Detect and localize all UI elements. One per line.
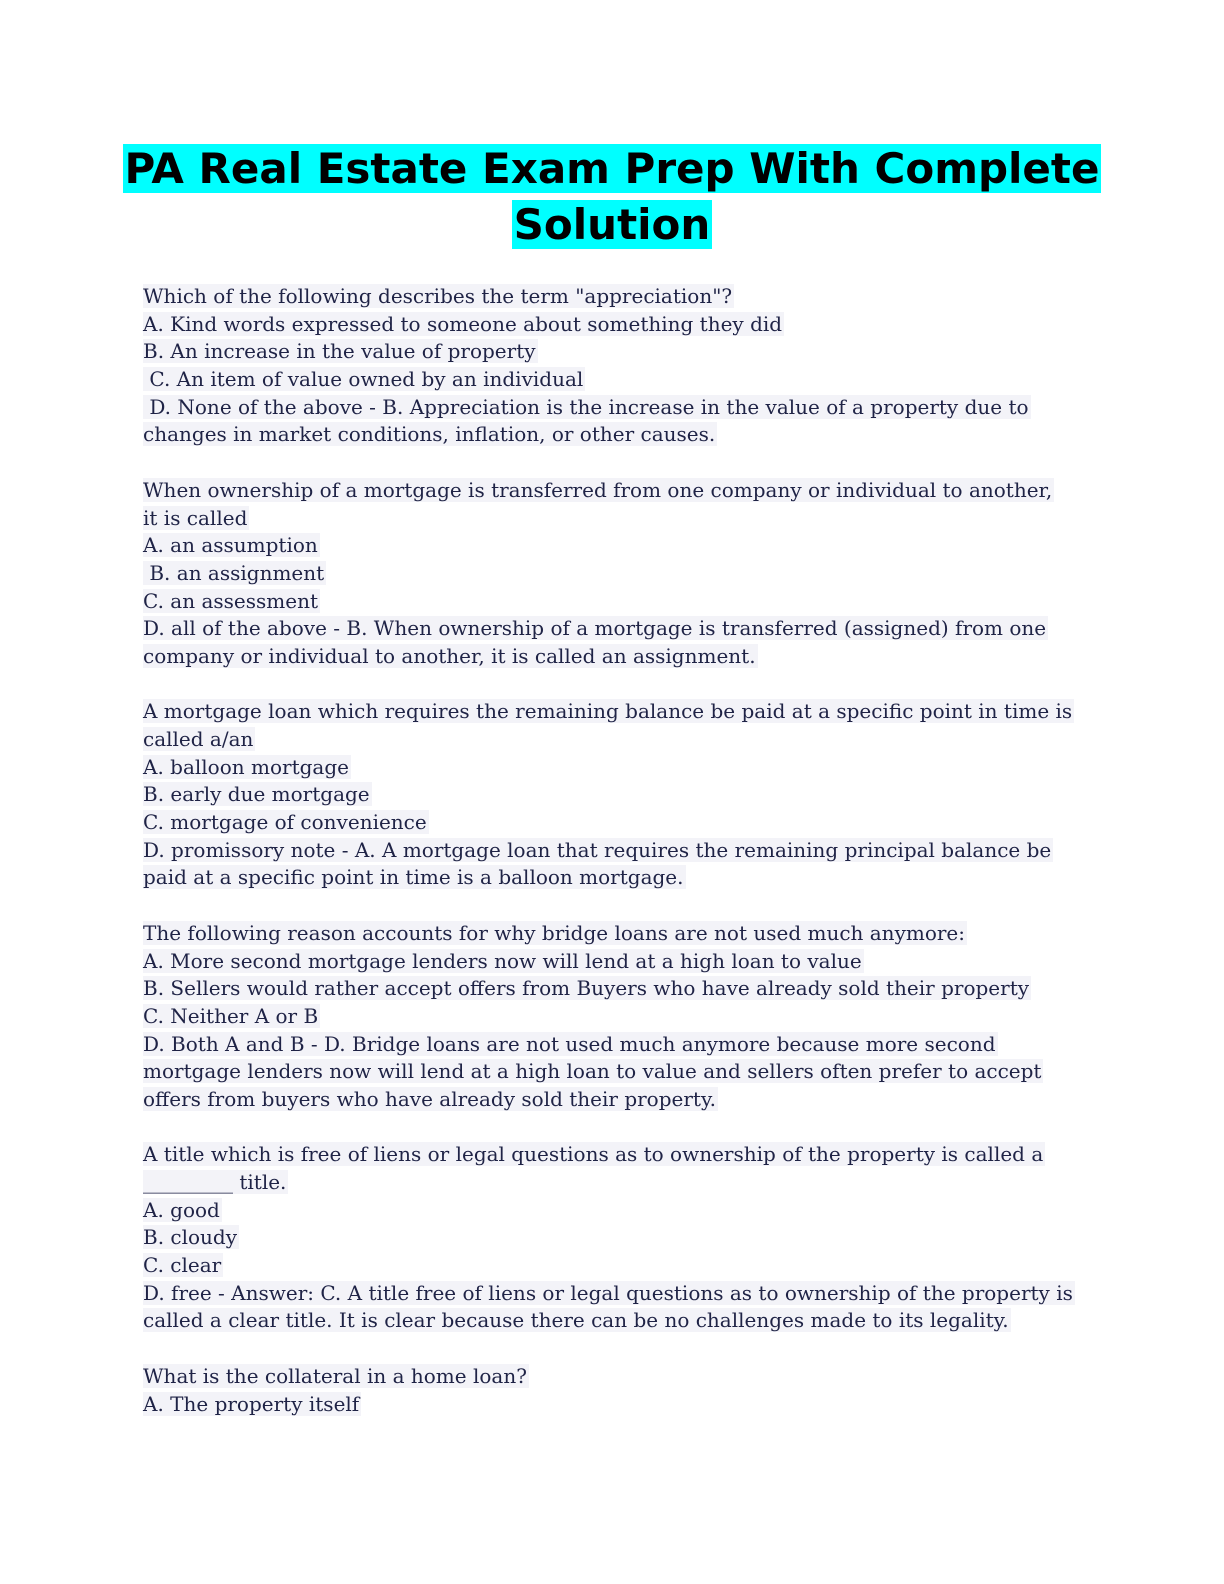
answer-explanation: D. None of the above - B. Appreciation is the increase in the value of a property due to: [143, 394, 1029, 419]
answer-explanation: paid at a specific point in time is a balloon mortgage.: [143, 865, 684, 890]
question-text: it is called: [143, 505, 248, 530]
question-block: [143, 920, 1073, 1114]
question-text: The following reason accounts for why bridge loans are not used much anymore:: [143, 920, 966, 945]
answer-option: B. an assignment: [143, 560, 325, 585]
answer-option: C. An item of value owned by an individual: [143, 367, 584, 392]
title-line: PA Real Estate Exam Prep With Complete: [124, 144, 1100, 193]
answer-option: A. More second mortgage lenders now will lend at a high loan to value: [143, 948, 862, 973]
question-text: When ownership of a mortgage is transferred from one company or individual to another,: [143, 477, 1053, 502]
answer-option: B. An increase in the value of property: [143, 339, 536, 364]
question-list: [143, 283, 1073, 1446]
answer-explanation: D. all of the above - B. When ownership of a mortgage is transferred (assigned) from one: [143, 616, 1047, 641]
answer-explanation: called a clear title. It is clear because there can be no challenges made to its legality.: [143, 1308, 1009, 1333]
answer-explanation: company or individual to another, it is called an assignment.: [143, 643, 756, 668]
question-text: Which of the following describes the term "appreciation"?: [143, 284, 733, 308]
question-text: _________ title.: [143, 1170, 287, 1194]
answer-option: A. balloon mortgage: [143, 754, 349, 779]
answer-explanation: D. promissory note - A. A mortgage loan that requires the remaining principal balance be: [143, 837, 1052, 862]
answer-option: C. mortgage of convenience: [143, 810, 427, 835]
question-text: A title which is free of liens or legal questions as to ownership of the property is called a: [143, 1142, 1044, 1167]
question-text: What is the collateral in a home loan?: [143, 1363, 527, 1388]
question-block: [143, 1363, 1073, 1418]
question-block: [143, 698, 1073, 892]
answer-option: B. cloudy: [143, 1225, 238, 1250]
answer-explanation: offers from buyers who have already sold their property.: [143, 1086, 716, 1111]
title-line: Solution: [513, 200, 711, 249]
answer-option: B. early due mortgage: [143, 782, 370, 807]
answer-option: A. The property itself: [143, 1391, 360, 1416]
answer-option: B. Sellers would rather accept offers from Buyers who have already sold their property: [143, 976, 1030, 1001]
question-block: [143, 477, 1073, 671]
question-block: [143, 1141, 1073, 1335]
answer-explanation: mortgage lenders now will lend at a high loan to value and sellers often prefer to accept: [143, 1059, 1042, 1084]
answer-option: C. clear: [143, 1253, 222, 1278]
question-text: called a/an: [143, 727, 254, 751]
answer-explanation: D. free - Answer: C. A title free of liens or legal questions as to ownership of the property is: [143, 1280, 1073, 1305]
document-title: [100, 141, 1124, 253]
question-block: [143, 283, 1073, 449]
question-text: A mortgage loan which requires the remaining balance be paid at a specific point in time is: [143, 699, 1073, 724]
answer-option: A. an assumption: [143, 533, 318, 558]
answer-explanation: D. Both A and B - D. Bridge loans are not used much anymore because more second: [143, 1031, 996, 1056]
answer-explanation: changes in market conditions, inflation, or other causes.: [143, 422, 716, 447]
answer-option: C. Neither A or B: [143, 1003, 319, 1028]
answer-option: A. Kind words expressed to someone about something they did: [143, 311, 783, 336]
answer-option: A. good: [143, 1197, 220, 1222]
answer-option: C. an assessment: [143, 588, 318, 613]
